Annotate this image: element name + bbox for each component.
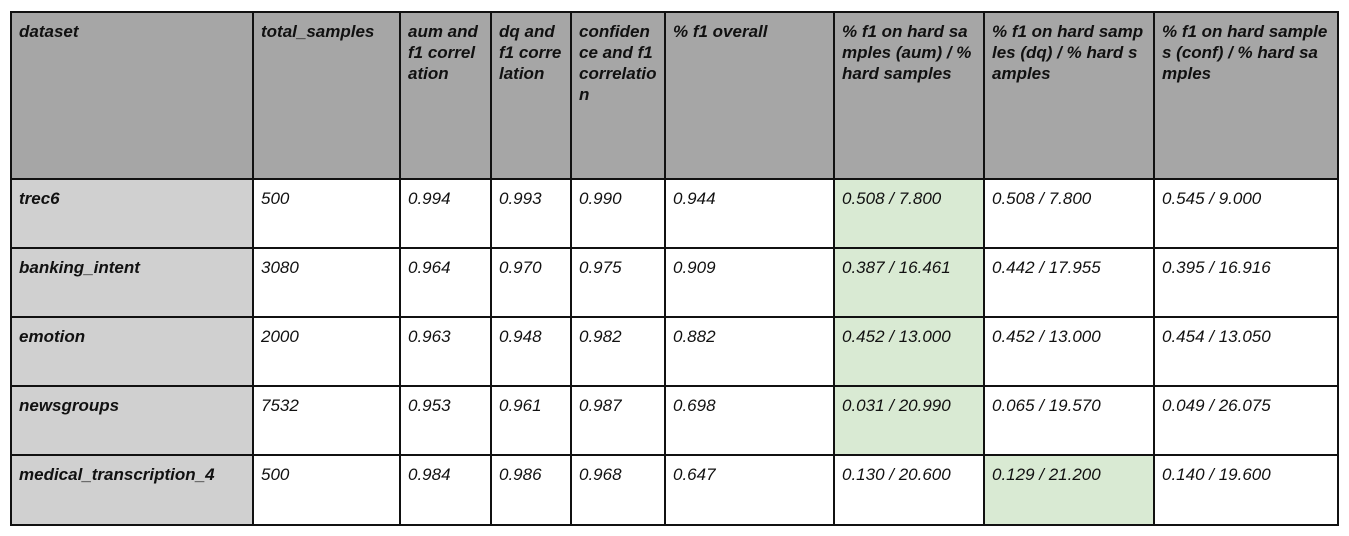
cell-conf-corr: 0.987 (571, 386, 665, 455)
cell-dataset: emotion (11, 317, 253, 386)
cell-f1-hard-dq: 0.129 / 21.200 (984, 455, 1154, 525)
cell-dq-corr: 0.948 (491, 317, 571, 386)
cell-f1-hard-conf: 0.049 / 26.075 (1154, 386, 1338, 455)
cell-conf-corr: 0.975 (571, 248, 665, 317)
cell-f1-hard-conf: 0.395 / 16.916 (1154, 248, 1338, 317)
header-f1-hard-conf: % f1 on hard samples (conf) / % hard samples (1154, 12, 1338, 179)
cell-conf-corr: 0.982 (571, 317, 665, 386)
header-aum-f1-correlation: aum and f1 correlation (400, 12, 491, 179)
table-row (11, 455, 1338, 525)
cell-dq-corr: 0.961 (491, 386, 571, 455)
cell-aum-corr: 0.994 (400, 179, 491, 248)
header-f1-hard-aum: % f1 on hard samples (aum) / % hard samples (834, 12, 984, 179)
table-row (11, 386, 1338, 455)
cell-f1-hard-dq: 0.442 / 17.955 (984, 248, 1154, 317)
cell-total-samples: 500 (253, 179, 400, 248)
header-total-samples: total_samples (253, 12, 400, 179)
cell-f1-hard-aum: 0.452 / 13.000 (834, 317, 984, 386)
header-dq-f1-correlation: dq and f1 correlation (491, 12, 571, 179)
cell-aum-corr: 0.964 (400, 248, 491, 317)
header-f1-hard-dq: % f1 on hard samples (dq) / % hard samples (984, 12, 1154, 179)
cell-f1-hard-dq: 0.065 / 19.570 (984, 386, 1154, 455)
cell-dq-corr: 0.986 (491, 455, 571, 525)
cell-aum-corr: 0.963 (400, 317, 491, 386)
table-row (11, 317, 1338, 386)
cell-aum-corr: 0.984 (400, 455, 491, 525)
cell-f1-overall: 0.944 (665, 179, 834, 248)
cell-dq-corr: 0.970 (491, 248, 571, 317)
cell-f1-hard-aum: 0.031 / 20.990 (834, 386, 984, 455)
cell-dataset: trec6 (11, 179, 253, 248)
cell-f1-overall: 0.698 (665, 386, 834, 455)
results-table (10, 11, 1339, 526)
cell-dataset: newsgroups (11, 386, 253, 455)
cell-f1-hard-aum: 0.130 / 20.600 (834, 455, 984, 525)
cell-f1-overall: 0.909 (665, 248, 834, 317)
header-f1-overall: % f1 overall (665, 12, 834, 179)
cell-f1-hard-conf: 0.545 / 9.000 (1154, 179, 1338, 248)
header-row (11, 12, 1338, 179)
cell-total-samples: 7532 (253, 386, 400, 455)
cell-total-samples: 3080 (253, 248, 400, 317)
cell-total-samples: 500 (253, 455, 400, 525)
cell-aum-corr: 0.953 (400, 386, 491, 455)
cell-f1-overall: 0.882 (665, 317, 834, 386)
table-row (11, 179, 1338, 248)
cell-f1-hard-conf: 0.454 / 13.050 (1154, 317, 1338, 386)
cell-dq-corr: 0.993 (491, 179, 571, 248)
cell-f1-hard-aum: 0.508 / 7.800 (834, 179, 984, 248)
header-dataset: dataset (11, 12, 253, 179)
cell-conf-corr: 0.990 (571, 179, 665, 248)
cell-dataset: medical_transcription_4 (11, 455, 253, 525)
cell-total-samples: 2000 (253, 317, 400, 386)
cell-f1-hard-aum: 0.387 / 16.461 (834, 248, 984, 317)
cell-f1-hard-conf: 0.140 / 19.600 (1154, 455, 1338, 525)
cell-f1-overall: 0.647 (665, 455, 834, 525)
cell-f1-hard-dq: 0.508 / 7.800 (984, 179, 1154, 248)
header-confidence-f1-correlation: confidence and f1 correlation (571, 12, 665, 179)
cell-dataset: banking_intent (11, 248, 253, 317)
table-row (11, 248, 1338, 317)
cell-f1-hard-dq: 0.452 / 13.000 (984, 317, 1154, 386)
cell-conf-corr: 0.968 (571, 455, 665, 525)
